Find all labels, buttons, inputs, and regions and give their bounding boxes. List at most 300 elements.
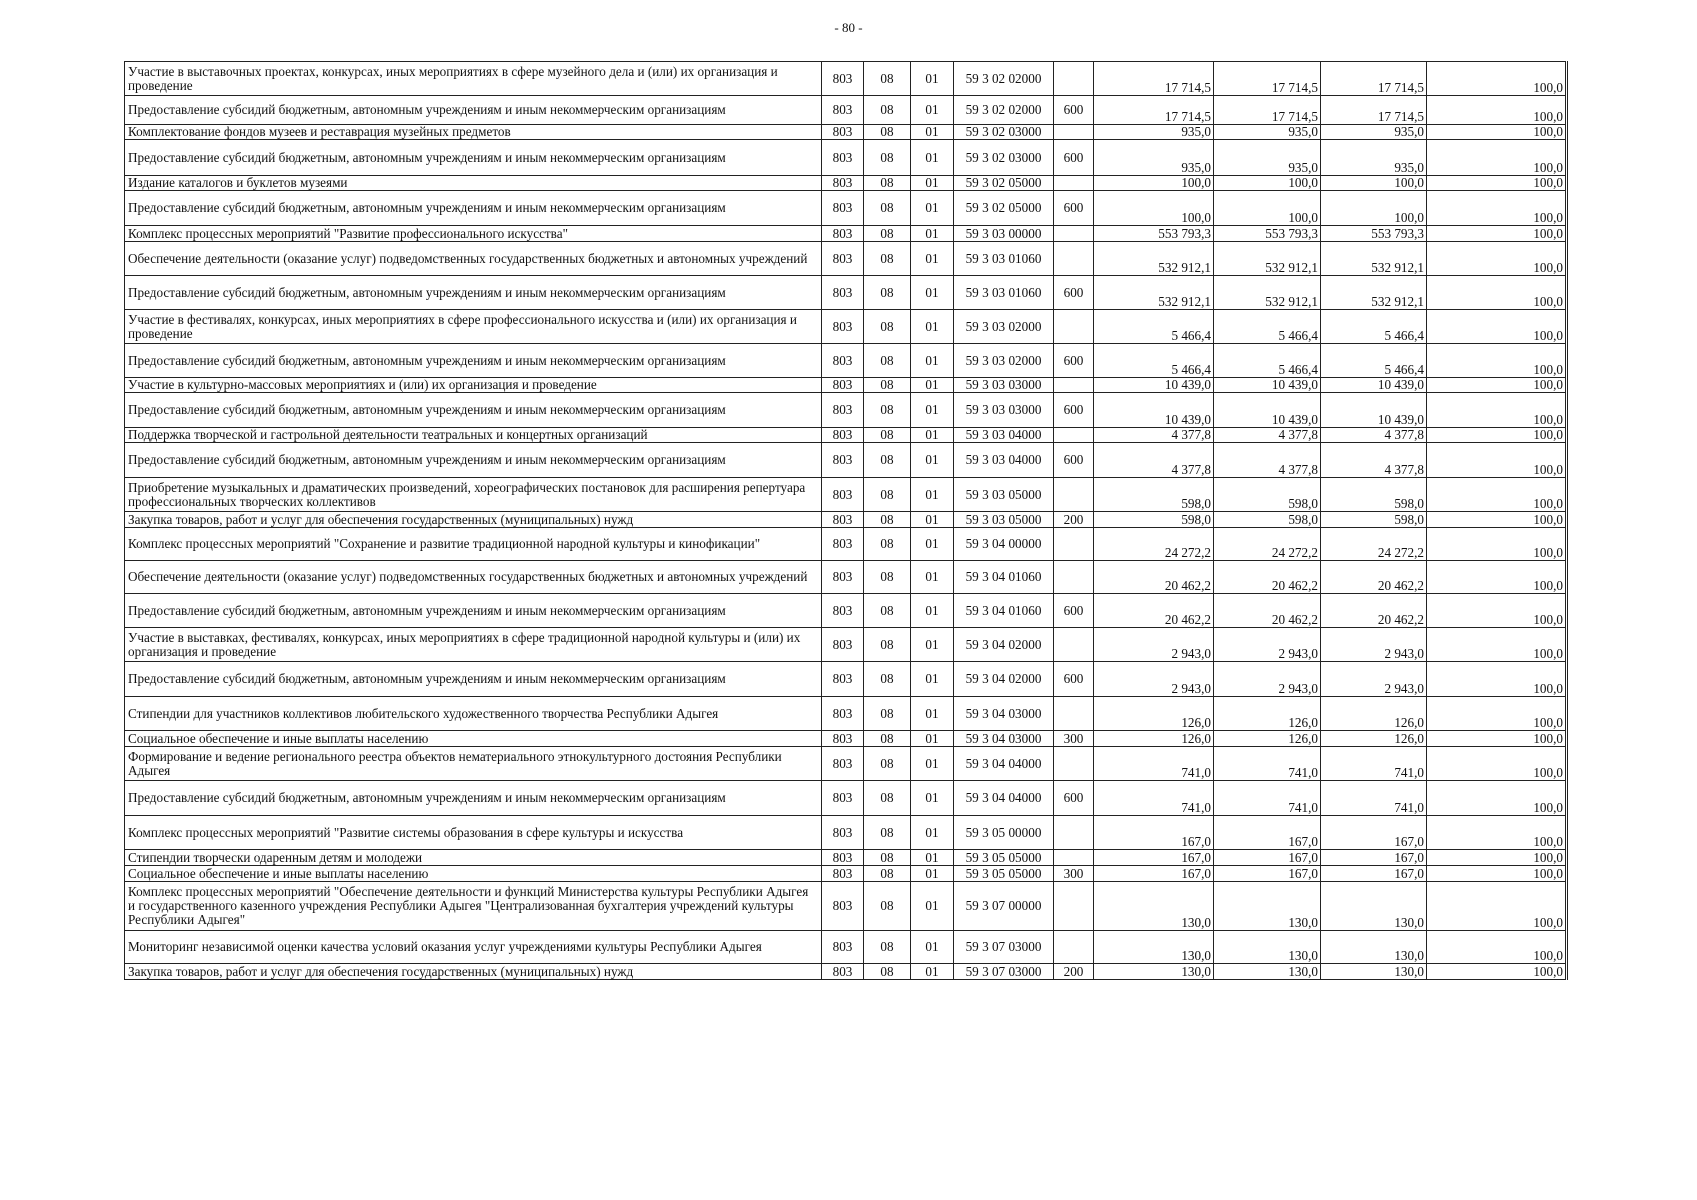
cell-section: 08 (864, 62, 911, 96)
cell-amount3: 5 466,4 (1321, 344, 1427, 378)
cell-amount3: 167,0 (1321, 816, 1427, 850)
cell-amount1: 532 912,1 (1094, 242, 1214, 276)
cell-vr (1054, 697, 1094, 731)
cell-percent: 100,0 (1427, 96, 1567, 125)
cell-subsection: 01 (911, 528, 954, 561)
cell-amount2: 553 793,3 (1214, 226, 1321, 242)
cell-ministry: 803 (822, 816, 864, 850)
cell-subsection: 01 (911, 882, 954, 931)
cell-subsection: 01 (911, 931, 954, 964)
cell-target: 59 3 03 03000 (954, 378, 1054, 393)
cell-name: Участие в выставочных проектах, конкурсах, иных мероприятиях в сфере музейного дела и (или) их организация и проведение (125, 62, 822, 96)
cell-vr (1054, 125, 1094, 140)
cell-amount3: 553 793,3 (1321, 226, 1427, 242)
cell-amount2: 130,0 (1214, 931, 1321, 964)
cell-amount2: 5 466,4 (1214, 310, 1321, 344)
cell-amount2: 532 912,1 (1214, 242, 1321, 276)
cell-vr (1054, 931, 1094, 964)
cell-percent: 100,0 (1427, 125, 1567, 140)
cell-subsection: 01 (911, 276, 954, 310)
cell-section: 08 (864, 140, 911, 176)
cell-ministry: 803 (822, 850, 864, 866)
cell-amount1: 17 714,5 (1094, 96, 1214, 125)
cell-section: 08 (864, 594, 911, 628)
cell-amount1: 553 793,3 (1094, 226, 1214, 242)
cell-ministry: 803 (822, 781, 864, 816)
cell-vr: 600 (1054, 140, 1094, 176)
cell-target: 59 3 03 03000 (954, 393, 1054, 428)
cell-target: 59 3 03 04000 (954, 443, 1054, 478)
cell-target: 59 3 05 05000 (954, 866, 1054, 882)
cell-ministry: 803 (822, 697, 864, 731)
cell-ministry: 803 (822, 731, 864, 747)
cell-vr (1054, 747, 1094, 781)
cell-amount1: 741,0 (1094, 781, 1214, 816)
cell-target: 59 3 02 03000 (954, 140, 1054, 176)
cell-subsection: 01 (911, 697, 954, 731)
cell-target: 59 3 02 05000 (954, 191, 1054, 226)
cell-percent: 100,0 (1427, 747, 1567, 781)
cell-subsection: 01 (911, 662, 954, 697)
table-row (125, 242, 1567, 276)
cell-amount3: 741,0 (1321, 747, 1427, 781)
table-body (125, 62, 1567, 980)
cell-name: Стипендии творчески одаренным детям и молодежи (125, 850, 822, 866)
cell-name: Предоставление субсидий бюджетным, автономным учреждениям и иным некоммерческим организациям (125, 393, 822, 428)
cell-vr: 300 (1054, 866, 1094, 882)
cell-section: 08 (864, 747, 911, 781)
table-row (125, 125, 1567, 140)
cell-percent: 100,0 (1427, 662, 1567, 697)
cell-percent: 100,0 (1427, 697, 1567, 731)
cell-amount1: 935,0 (1094, 125, 1214, 140)
cell-target: 59 3 03 04000 (954, 428, 1054, 443)
cell-ministry: 803 (822, 528, 864, 561)
cell-ministry: 803 (822, 478, 864, 512)
cell-target: 59 3 03 00000 (954, 226, 1054, 242)
cell-target: 59 3 04 03000 (954, 697, 1054, 731)
cell-section: 08 (864, 964, 911, 980)
cell-target: 59 3 03 05000 (954, 478, 1054, 512)
cell-percent: 100,0 (1427, 964, 1567, 980)
cell-amount1: 2 943,0 (1094, 662, 1214, 697)
cell-percent: 100,0 (1427, 310, 1567, 344)
cell-name: Комплекс процессных мероприятий "Развитие системы образования в сфере культуры и искусства (125, 816, 822, 850)
cell-section: 08 (864, 628, 911, 662)
cell-section: 08 (864, 478, 911, 512)
cell-section: 08 (864, 731, 911, 747)
cell-section: 08 (864, 344, 911, 378)
cell-amount2: 167,0 (1214, 816, 1321, 850)
cell-amount3: 126,0 (1321, 697, 1427, 731)
cell-target: 59 3 03 02000 (954, 310, 1054, 344)
cell-subsection: 01 (911, 816, 954, 850)
cell-amount2: 741,0 (1214, 747, 1321, 781)
cell-section: 08 (864, 697, 911, 731)
cell-amount3: 935,0 (1321, 125, 1427, 140)
cell-vr: 200 (1054, 512, 1094, 528)
cell-amount2: 4 377,8 (1214, 443, 1321, 478)
cell-amount1: 20 462,2 (1094, 561, 1214, 594)
table-row (125, 378, 1567, 393)
cell-amount1: 126,0 (1094, 697, 1214, 731)
cell-name: Стипендии для участников коллективов любительского художественного творчества Республики Адыгея (125, 697, 822, 731)
cell-amount2: 126,0 (1214, 697, 1321, 731)
cell-amount1: 4 377,8 (1094, 443, 1214, 478)
cell-ministry: 803 (822, 866, 864, 882)
cell-name: Предоставление субсидий бюджетным, автономным учреждениям и иным некоммерческим организациям (125, 140, 822, 176)
cell-name: Предоставление субсидий бюджетным, автономным учреждениям и иным некоммерческим организациям (125, 443, 822, 478)
cell-section: 08 (864, 850, 911, 866)
cell-amount3: 17 714,5 (1321, 62, 1427, 96)
cell-amount2: 167,0 (1214, 850, 1321, 866)
cell-percent: 100,0 (1427, 478, 1567, 512)
cell-percent: 100,0 (1427, 561, 1567, 594)
table-row (125, 697, 1567, 731)
cell-percent: 100,0 (1427, 628, 1567, 662)
cell-amount2: 4 377,8 (1214, 428, 1321, 443)
cell-ministry: 803 (822, 747, 864, 781)
cell-amount2: 2 943,0 (1214, 628, 1321, 662)
cell-vr (1054, 226, 1094, 242)
cell-amount1: 10 439,0 (1094, 378, 1214, 393)
cell-target: 59 3 04 00000 (954, 528, 1054, 561)
cell-amount3: 130,0 (1321, 931, 1427, 964)
cell-percent: 100,0 (1427, 528, 1567, 561)
table-row (125, 62, 1567, 96)
table-row (125, 850, 1567, 866)
cell-percent: 100,0 (1427, 594, 1567, 628)
cell-ministry: 803 (822, 344, 864, 378)
cell-amount2: 24 272,2 (1214, 528, 1321, 561)
cell-name: Поддержка творческой и гастрольной деятельности театральных и концертных организаций (125, 428, 822, 443)
cell-ministry: 803 (822, 662, 864, 697)
cell-amount2: 5 466,4 (1214, 344, 1321, 378)
cell-subsection: 01 (911, 96, 954, 125)
cell-subsection: 01 (911, 478, 954, 512)
cell-section: 08 (864, 882, 911, 931)
cell-target: 59 3 02 05000 (954, 176, 1054, 191)
table-row (125, 866, 1567, 882)
cell-amount2: 167,0 (1214, 866, 1321, 882)
cell-target: 59 3 07 00000 (954, 882, 1054, 931)
cell-percent: 100,0 (1427, 443, 1567, 478)
cell-percent: 100,0 (1427, 731, 1567, 747)
cell-subsection: 01 (911, 594, 954, 628)
cell-amount3: 598,0 (1321, 512, 1427, 528)
table-row (125, 226, 1567, 242)
cell-ministry: 803 (822, 931, 864, 964)
cell-section: 08 (864, 428, 911, 443)
cell-subsection: 01 (911, 781, 954, 816)
cell-subsection: 01 (911, 176, 954, 191)
cell-amount3: 532 912,1 (1321, 242, 1427, 276)
cell-vr (1054, 816, 1094, 850)
cell-amount1: 598,0 (1094, 512, 1214, 528)
cell-amount3: 10 439,0 (1321, 393, 1427, 428)
cell-amount1: 2 943,0 (1094, 628, 1214, 662)
cell-vr (1054, 176, 1094, 191)
cell-name: Комплектование фондов музеев и реставрация музейных предметов (125, 125, 822, 140)
cell-section: 08 (864, 310, 911, 344)
cell-vr (1054, 850, 1094, 866)
cell-ministry: 803 (822, 62, 864, 96)
cell-section: 08 (864, 242, 911, 276)
cell-percent: 100,0 (1427, 816, 1567, 850)
cell-section: 08 (864, 276, 911, 310)
cell-section: 08 (864, 226, 911, 242)
table-row (125, 594, 1567, 628)
cell-amount3: 20 462,2 (1321, 594, 1427, 628)
cell-amount3: 598,0 (1321, 478, 1427, 512)
cell-target: 59 3 05 05000 (954, 850, 1054, 866)
cell-vr: 600 (1054, 344, 1094, 378)
cell-vr: 600 (1054, 393, 1094, 428)
cell-amount1: 167,0 (1094, 850, 1214, 866)
cell-amount3: 17 714,5 (1321, 96, 1427, 125)
cell-amount2: 2 943,0 (1214, 662, 1321, 697)
table-row (125, 731, 1567, 747)
cell-subsection: 01 (911, 866, 954, 882)
table-row (125, 478, 1567, 512)
cell-name: Участие в культурно-массовых мероприятиях и (или) их организация и проведение (125, 378, 822, 393)
cell-amount2: 130,0 (1214, 882, 1321, 931)
cell-vr: 300 (1054, 731, 1094, 747)
cell-name: Комплекс процессных мероприятий "Обеспечение деятельности и функций Министерства культуры Республики Адыгея и государственного казенного учреждения Республики Адыгея "Централизованная бухгалтерия учреждений культуры Республики Адыгея" (125, 882, 822, 931)
cell-percent: 100,0 (1427, 850, 1567, 866)
table-row (125, 931, 1567, 964)
cell-percent: 100,0 (1427, 781, 1567, 816)
cell-section: 08 (864, 931, 911, 964)
cell-amount3: 167,0 (1321, 866, 1427, 882)
cell-vr: 200 (1054, 964, 1094, 980)
cell-amount2: 100,0 (1214, 176, 1321, 191)
cell-vr: 600 (1054, 191, 1094, 226)
cell-vr (1054, 378, 1094, 393)
cell-ministry: 803 (822, 276, 864, 310)
cell-name: Обеспечение деятельности (оказание услуг) подведомственных государственных бюджетных и автономных учреждений (125, 242, 822, 276)
cell-vr: 600 (1054, 96, 1094, 125)
cell-amount3: 126,0 (1321, 731, 1427, 747)
cell-percent: 100,0 (1427, 140, 1567, 176)
cell-percent: 100,0 (1427, 62, 1567, 96)
table-row (125, 512, 1567, 528)
cell-subsection: 01 (911, 125, 954, 140)
table-row (125, 428, 1567, 443)
cell-vr (1054, 478, 1094, 512)
cell-amount1: 5 466,4 (1094, 344, 1214, 378)
cell-name: Предоставление субсидий бюджетным, автономным учреждениям и иным некоммерческим организациям (125, 96, 822, 125)
cell-ministry: 803 (822, 378, 864, 393)
cell-amount1: 24 272,2 (1094, 528, 1214, 561)
cell-name: Предоставление субсидий бюджетным, автономным учреждениям и иным некоммерческим организациям (125, 276, 822, 310)
cell-name: Предоставление субсидий бюджетным, автономным учреждениям и иным некоммерческим организациям (125, 662, 822, 697)
cell-name: Закупка товаров, работ и услуг для обеспечения государственных (муниципальных) нужд (125, 512, 822, 528)
cell-subsection: 01 (911, 850, 954, 866)
cell-target: 59 3 02 02000 (954, 96, 1054, 125)
cell-ministry: 803 (822, 561, 864, 594)
cell-percent: 100,0 (1427, 226, 1567, 242)
cell-name: Предоставление субсидий бюджетным, автономным учреждениям и иным некоммерческим организациям (125, 191, 822, 226)
cell-amount2: 20 462,2 (1214, 594, 1321, 628)
cell-amount1: 100,0 (1094, 191, 1214, 226)
cell-amount3: 20 462,2 (1321, 561, 1427, 594)
cell-amount1: 126,0 (1094, 731, 1214, 747)
cell-name: Предоставление субсидий бюджетным, автономным учреждениям и иным некоммерческим организациям (125, 781, 822, 816)
cell-ministry: 803 (822, 594, 864, 628)
cell-vr: 600 (1054, 594, 1094, 628)
cell-amount1: 532 912,1 (1094, 276, 1214, 310)
cell-amount2: 17 714,5 (1214, 62, 1321, 96)
cell-percent: 100,0 (1427, 512, 1567, 528)
table-row (125, 528, 1567, 561)
cell-section: 08 (864, 393, 911, 428)
cell-percent: 100,0 (1427, 344, 1567, 378)
cell-amount3: 130,0 (1321, 964, 1427, 980)
cell-percent: 100,0 (1427, 191, 1567, 226)
cell-subsection: 01 (911, 62, 954, 96)
cell-vr (1054, 882, 1094, 931)
cell-amount2: 598,0 (1214, 478, 1321, 512)
cell-subsection: 01 (911, 140, 954, 176)
cell-target: 59 3 04 01060 (954, 561, 1054, 594)
cell-percent: 100,0 (1427, 931, 1567, 964)
cell-amount1: 17 714,5 (1094, 62, 1214, 96)
cell-amount1: 167,0 (1094, 866, 1214, 882)
cell-vr: 600 (1054, 443, 1094, 478)
cell-percent: 100,0 (1427, 242, 1567, 276)
cell-amount3: 4 377,8 (1321, 443, 1427, 478)
cell-target: 59 3 04 01060 (954, 594, 1054, 628)
table-row (125, 662, 1567, 697)
cell-name: Предоставление субсидий бюджетным, автономным учреждениям и иным некоммерческим организациям (125, 594, 822, 628)
cell-target: 59 3 07 03000 (954, 931, 1054, 964)
cell-name: Мониторинг независимой оценки качества условий оказания услуг учреждениями культуры Республики Адыгея (125, 931, 822, 964)
cell-ministry: 803 (822, 964, 864, 980)
cell-amount2: 532 912,1 (1214, 276, 1321, 310)
cell-section: 08 (864, 561, 911, 594)
cell-name: Социальное обеспечение и иные выплаты населению (125, 731, 822, 747)
cell-target: 59 3 03 01060 (954, 276, 1054, 310)
cell-amount1: 598,0 (1094, 478, 1214, 512)
cell-name: Обеспечение деятельности (оказание услуг) подведомственных государственных бюджетных и автономных учреждений (125, 561, 822, 594)
cell-subsection: 01 (911, 428, 954, 443)
cell-amount1: 167,0 (1094, 816, 1214, 850)
cell-ministry: 803 (822, 882, 864, 931)
cell-subsection: 01 (911, 393, 954, 428)
cell-vr (1054, 62, 1094, 96)
cell-amount3: 4 377,8 (1321, 428, 1427, 443)
cell-ministry: 803 (822, 125, 864, 140)
cell-amount1: 20 462,2 (1094, 594, 1214, 628)
cell-vr: 600 (1054, 781, 1094, 816)
cell-section: 08 (864, 512, 911, 528)
cell-amount2: 100,0 (1214, 191, 1321, 226)
cell-amount3: 10 439,0 (1321, 378, 1427, 393)
table-row (125, 191, 1567, 226)
cell-target: 59 3 02 02000 (954, 62, 1054, 96)
cell-amount1: 935,0 (1094, 140, 1214, 176)
cell-amount2: 598,0 (1214, 512, 1321, 528)
cell-target: 59 3 04 02000 (954, 628, 1054, 662)
cell-ministry: 803 (822, 428, 864, 443)
cell-subsection: 01 (911, 378, 954, 393)
cell-target: 59 3 03 05000 (954, 512, 1054, 528)
cell-name: Комплекс процессных мероприятий "Развитие профессионального искусства" (125, 226, 822, 242)
cell-section: 08 (864, 443, 911, 478)
table-row (125, 344, 1567, 378)
cell-amount3: 2 943,0 (1321, 628, 1427, 662)
cell-section: 08 (864, 662, 911, 697)
cell-vr: 600 (1054, 276, 1094, 310)
cell-amount2: 10 439,0 (1214, 393, 1321, 428)
cell-ministry: 803 (822, 242, 864, 276)
cell-amount1: 4 377,8 (1094, 428, 1214, 443)
cell-target: 59 3 04 04000 (954, 747, 1054, 781)
table-row (125, 882, 1567, 931)
cell-amount2: 741,0 (1214, 781, 1321, 816)
cell-amount1: 741,0 (1094, 747, 1214, 781)
cell-section: 08 (864, 528, 911, 561)
cell-subsection: 01 (911, 747, 954, 781)
cell-vr (1054, 428, 1094, 443)
cell-section: 08 (864, 176, 911, 191)
cell-ministry: 803 (822, 176, 864, 191)
cell-section: 08 (864, 96, 911, 125)
cell-amount3: 167,0 (1321, 850, 1427, 866)
table-row (125, 561, 1567, 594)
cell-amount3: 532 912,1 (1321, 276, 1427, 310)
cell-amount2: 20 462,2 (1214, 561, 1321, 594)
cell-amount2: 130,0 (1214, 964, 1321, 980)
budget-table (124, 61, 1568, 980)
cell-percent: 100,0 (1427, 882, 1567, 931)
cell-subsection: 01 (911, 310, 954, 344)
cell-vr: 600 (1054, 662, 1094, 697)
cell-percent: 100,0 (1427, 393, 1567, 428)
cell-vr (1054, 310, 1094, 344)
cell-amount1: 130,0 (1094, 964, 1214, 980)
cell-amount2: 935,0 (1214, 140, 1321, 176)
cell-amount3: 100,0 (1321, 176, 1427, 191)
cell-percent: 100,0 (1427, 176, 1567, 191)
cell-ministry: 803 (822, 96, 864, 125)
cell-subsection: 01 (911, 628, 954, 662)
cell-section: 08 (864, 125, 911, 140)
cell-name: Издание каталогов и буклетов музеями (125, 176, 822, 191)
cell-amount1: 130,0 (1094, 931, 1214, 964)
table-row (125, 747, 1567, 781)
cell-subsection: 01 (911, 344, 954, 378)
cell-name: Участие в выставках, фестивалях, конкурсах, иных мероприятиях в сфере традиционной народной культуры и (или) их организация и проведение (125, 628, 822, 662)
cell-percent: 100,0 (1427, 866, 1567, 882)
cell-vr (1054, 528, 1094, 561)
table-row (125, 781, 1567, 816)
table-row (125, 96, 1567, 125)
cell-ministry: 803 (822, 628, 864, 662)
cell-amount1: 100,0 (1094, 176, 1214, 191)
cell-amount2: 17 714,5 (1214, 96, 1321, 125)
cell-target: 59 3 07 03000 (954, 964, 1054, 980)
cell-name: Участие в фестивалях, конкурсах, иных мероприятиях в сфере профессионального искусства и (или) их организация и проведение (125, 310, 822, 344)
cell-ministry: 803 (822, 140, 864, 176)
cell-amount3: 100,0 (1321, 191, 1427, 226)
cell-target: 59 3 03 01060 (954, 242, 1054, 276)
cell-section: 08 (864, 781, 911, 816)
cell-subsection: 01 (911, 964, 954, 980)
table-row (125, 964, 1567, 980)
cell-name: Закупка товаров, работ и услуг для обеспечения государственных (муниципальных) нужд (125, 964, 822, 980)
